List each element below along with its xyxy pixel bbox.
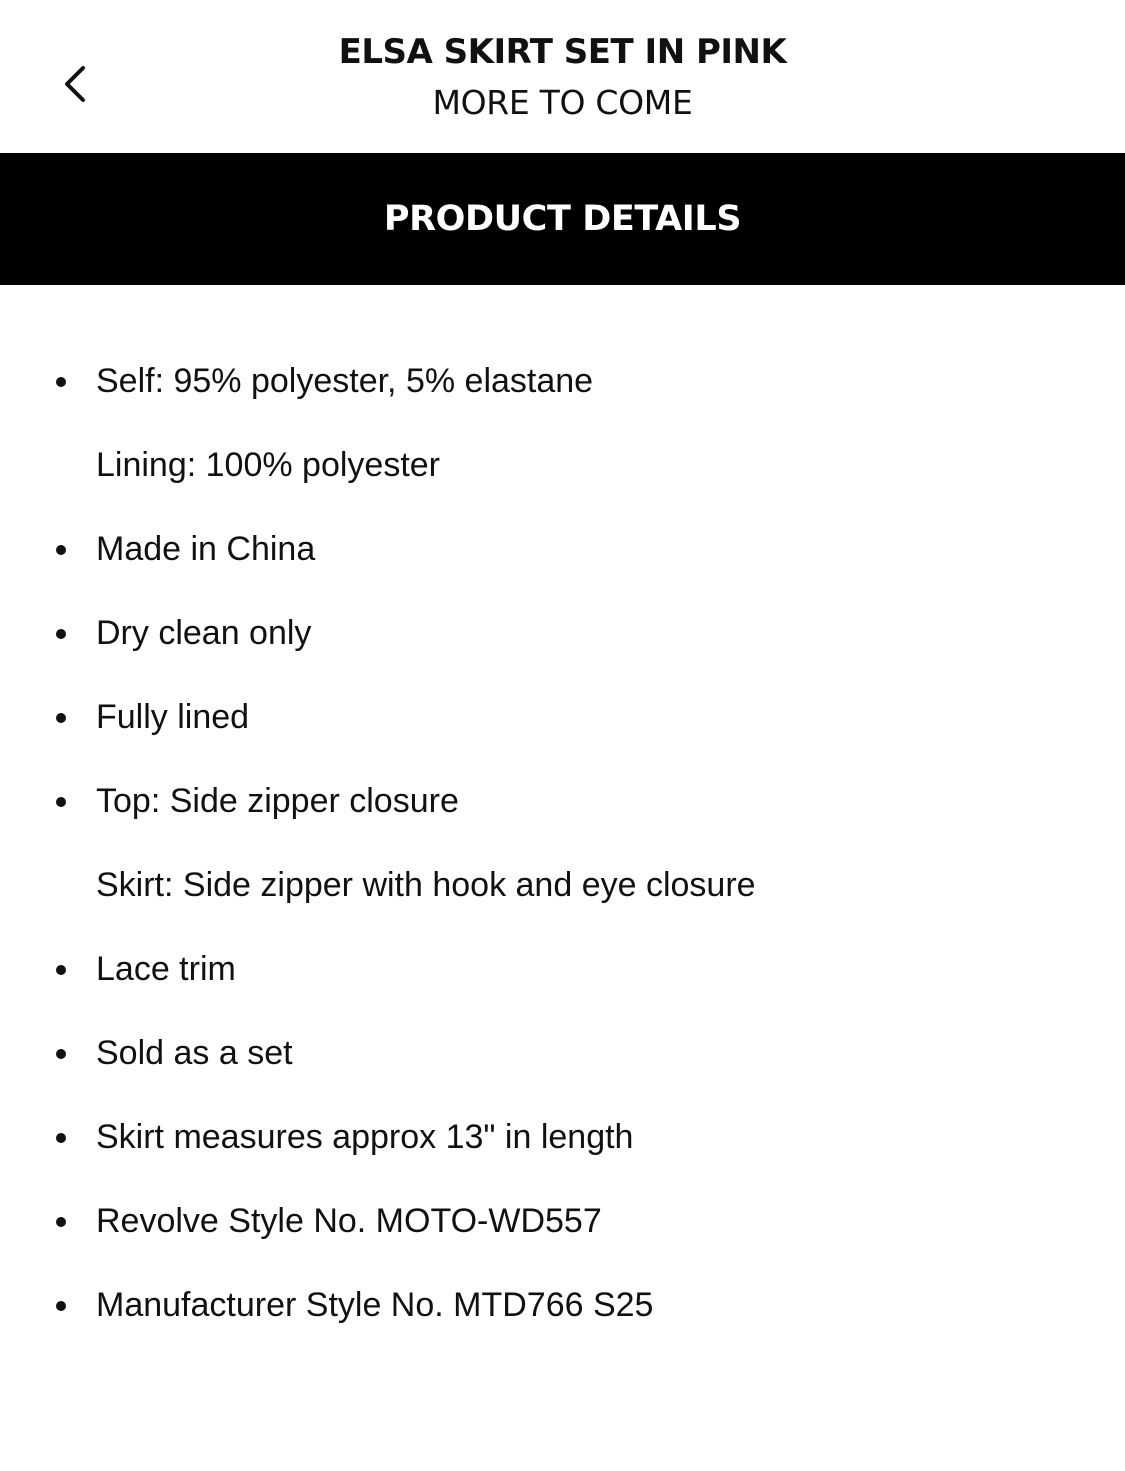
list-item [0, 926, 1125, 1010]
list-item-text: Lace trim [96, 950, 236, 988]
list-item [0, 1262, 1125, 1346]
list-item [0, 1010, 1125, 1094]
list-item [0, 758, 1125, 842]
list-item-text: Sold as a set [96, 1034, 293, 1072]
product-subtitle: MORE TO COME [432, 83, 693, 122]
list-item [0, 1178, 1125, 1262]
bullet-icon [56, 1301, 66, 1311]
list-item-text: Dry clean only [96, 614, 312, 652]
list-item [0, 1094, 1125, 1178]
list-item-text: Fully lined [96, 698, 250, 736]
list-item [0, 590, 1125, 674]
bullet-icon [56, 1217, 66, 1227]
section-title: PRODUCT DETAILS [383, 199, 742, 239]
list-item-text: Skirt measures approx 13" in length [96, 1118, 634, 1156]
list-item [0, 422, 1125, 506]
list-item [0, 674, 1125, 758]
list-item-text: Skirt: Side zipper with hook and eye closure [96, 866, 756, 904]
product-details-list [0, 338, 1125, 1346]
header [0, 0, 1125, 153]
list-item-text: Made in China [96, 530, 316, 568]
bullet-icon [56, 1133, 66, 1143]
list-item [0, 506, 1125, 590]
list-item-text: Revolve Style No. MOTO-WD557 [96, 1202, 602, 1240]
bullet-icon [56, 965, 66, 975]
bullet-icon [56, 797, 66, 807]
list-item-text: Top: Side zipper closure [96, 782, 459, 820]
bullet-icon [56, 629, 66, 639]
bullet-icon [56, 377, 66, 387]
list-item [0, 842, 1125, 926]
bullet-icon [56, 1049, 66, 1059]
product-title: ELSA SKIRT SET IN PINK [338, 32, 787, 72]
list-item-text: Lining: 100% polyester [96, 446, 441, 484]
product-details-bar [0, 153, 1125, 285]
bullet-icon [56, 713, 66, 723]
list-item [0, 338, 1125, 422]
list-item-text: Self: 95% polyester, 5% elastane [96, 362, 594, 400]
list-item-text: Manufacturer Style No. MTD766 S25 [96, 1286, 654, 1324]
bullet-icon [56, 545, 66, 555]
